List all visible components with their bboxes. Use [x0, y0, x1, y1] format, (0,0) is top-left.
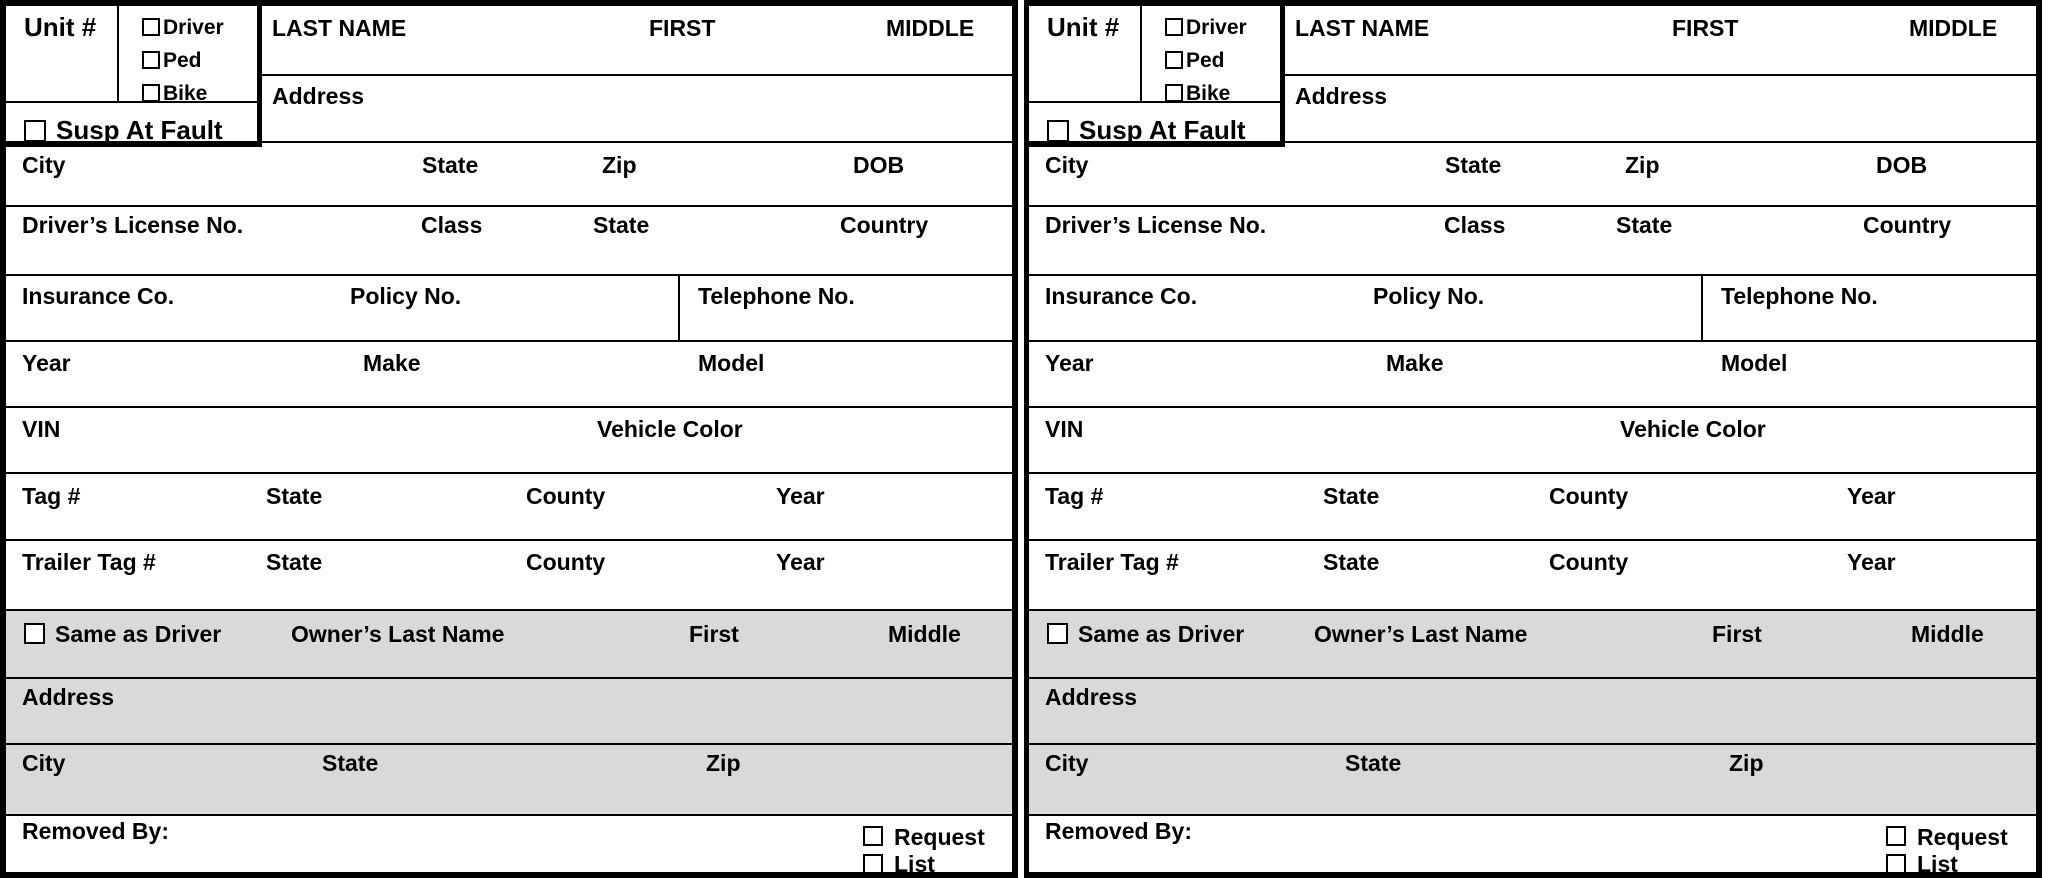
request-checkbox[interactable]: [863, 826, 883, 846]
list-label: List: [1917, 851, 1958, 877]
vin-label: VIN: [1045, 416, 1084, 442]
ped-option-label: Ped: [1186, 49, 1225, 72]
unit-number-label: Unit #: [24, 12, 97, 42]
state-label: State: [422, 152, 479, 178]
trailer-state-label: State: [1323, 549, 1380, 575]
owner-address-label: Address: [1045, 684, 1138, 710]
license-state-label: State: [1616, 212, 1673, 238]
owner-state-label: State: [322, 750, 379, 776]
license-country-label: Country: [1863, 212, 1952, 238]
susp-at-fault-label: Susp At Fault: [56, 115, 223, 145]
owner-first-label: First: [1712, 621, 1762, 647]
trailer-tag-label: Trailer Tag #: [22, 549, 156, 575]
trailer-year-label: Year: [1847, 549, 1896, 575]
driver-option-label: Driver: [1186, 16, 1247, 39]
driver-checkbox[interactable]: [1165, 18, 1183, 36]
tag-county-label: County: [1549, 483, 1629, 509]
address-label: Address: [1295, 83, 1388, 109]
tag-year-label: Year: [1847, 483, 1896, 509]
vehicle-year-label: Year: [1045, 350, 1094, 376]
owner-city-label: City: [1045, 750, 1089, 776]
vehicle-model-label: Model: [698, 350, 765, 376]
vin-label: VIN: [22, 416, 61, 442]
license-class-label: Class: [1444, 212, 1506, 238]
request-label: Request: [1917, 824, 2008, 850]
ped-checkbox[interactable]: [1165, 51, 1183, 69]
telephone-label: Telephone No.: [1721, 283, 1878, 309]
removed-by-label: Removed By:: [22, 818, 169, 844]
same-as-driver-checkbox[interactable]: [1047, 623, 1068, 644]
last-name-label: LAST NAME: [1295, 15, 1430, 41]
trailer-county-label: County: [1549, 549, 1629, 575]
bike-option-label: Bike: [163, 82, 208, 105]
bike-option-label: Bike: [1186, 82, 1231, 105]
removed-by-label: Removed By:: [1045, 818, 1192, 844]
owner-address-label: Address: [22, 684, 115, 710]
license-class-label: Class: [421, 212, 483, 238]
driver-checkbox[interactable]: [142, 18, 160, 36]
unit-number-label: Unit #: [1047, 12, 1120, 42]
license-country-label: Country: [840, 212, 929, 238]
license-number-label: Driver’s License No.: [22, 212, 244, 238]
tag-state-label: State: [266, 483, 323, 509]
owner-city-label: City: [22, 750, 66, 776]
bike-checkbox[interactable]: [1165, 84, 1183, 102]
insurance-company-label: Insurance Co.: [1045, 283, 1198, 309]
telephone-label: Telephone No.: [698, 283, 855, 309]
driver-option-label: Driver: [163, 16, 224, 39]
owner-middle-label: Middle: [1911, 621, 1984, 647]
vehicle-year-label: Year: [22, 350, 71, 376]
vehicle-model-label: Model: [1721, 350, 1788, 376]
trailer-year-label: Year: [776, 549, 825, 575]
ped-option-label: Ped: [163, 49, 202, 72]
dob-label: DOB: [853, 152, 905, 178]
request-label: Request: [894, 824, 985, 850]
middle-name-label: MIDDLE: [1909, 15, 1998, 41]
tag-county-label: County: [526, 483, 606, 509]
zip-label: Zip: [602, 152, 637, 178]
trailer-county-label: County: [526, 549, 606, 575]
same-as-driver-checkbox[interactable]: [24, 623, 45, 644]
owner-zip-label: Zip: [706, 750, 741, 776]
unit-panel-2: [1024, 0, 2042, 878]
susp-at-fault-checkbox[interactable]: [24, 120, 46, 142]
policy-number-label: Policy No.: [1373, 283, 1485, 309]
bike-checkbox[interactable]: [142, 84, 160, 102]
license-number-label: Driver’s License No.: [1045, 212, 1267, 238]
same-as-driver-label: Same as Driver: [1078, 621, 1245, 647]
vehicle-make-label: Make: [363, 350, 421, 376]
owner-middle-label: Middle: [888, 621, 961, 647]
ped-checkbox[interactable]: [142, 51, 160, 69]
tag-label: Tag #: [1045, 483, 1104, 509]
vehicle-make-label: Make: [1386, 350, 1444, 376]
tag-label: Tag #: [22, 483, 81, 509]
owner-first-label: First: [689, 621, 739, 647]
unit-panel-1: [0, 0, 1018, 878]
city-label: City: [22, 152, 66, 178]
middle-name-label: MIDDLE: [886, 15, 975, 41]
policy-number-label: Policy No.: [350, 283, 462, 309]
list-label: List: [894, 851, 935, 877]
license-state-label: State: [593, 212, 650, 238]
last-name-label: LAST NAME: [272, 15, 407, 41]
address-label: Address: [272, 83, 365, 109]
zip-label: Zip: [1625, 152, 1660, 178]
owner-last-name-label: Owner’s Last Name: [1314, 621, 1528, 647]
first-name-label: FIRST: [1672, 15, 1739, 41]
susp-at-fault-label: Susp At Fault: [1079, 115, 1246, 145]
list-checkbox[interactable]: [1886, 854, 1906, 874]
insurance-company-label: Insurance Co.: [22, 283, 175, 309]
trailer-state-label: State: [266, 549, 323, 575]
trailer-tag-label: Trailer Tag #: [1045, 549, 1179, 575]
list-checkbox[interactable]: [863, 854, 883, 874]
tag-state-label: State: [1323, 483, 1380, 509]
state-label: State: [1445, 152, 1502, 178]
vehicle-color-label: Vehicle Color: [597, 416, 743, 442]
request-checkbox[interactable]: [1886, 826, 1906, 846]
city-label: City: [1045, 152, 1089, 178]
vehicle-color-label: Vehicle Color: [1620, 416, 1766, 442]
susp-at-fault-checkbox[interactable]: [1047, 120, 1069, 142]
dob-label: DOB: [1876, 152, 1928, 178]
tag-year-label: Year: [776, 483, 825, 509]
owner-state-label: State: [1345, 750, 1402, 776]
owner-zip-label: Zip: [1729, 750, 1764, 776]
owner-last-name-label: Owner’s Last Name: [291, 621, 505, 647]
first-name-label: FIRST: [649, 15, 716, 41]
same-as-driver-label: Same as Driver: [55, 621, 222, 647]
